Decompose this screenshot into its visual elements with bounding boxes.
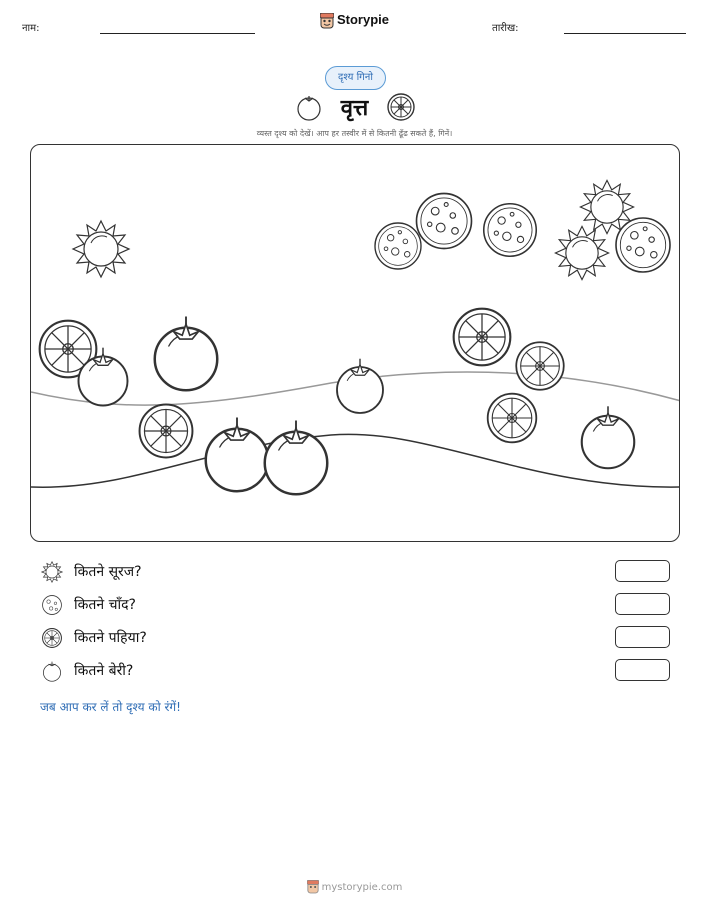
berry [582,406,635,468]
sun-icon [40,560,64,584]
answer-box-berry[interactable] [615,659,670,681]
date-label: तारीख: [492,23,519,34]
moon [417,194,472,249]
footer [0,880,709,894]
wheel [516,342,564,390]
brand-logo [0,12,709,29]
berry [206,418,269,492]
berry [337,359,383,413]
activity-badge: दृश्य गिनो [325,66,386,90]
question-row [40,593,670,617]
wheel-icon [386,92,416,122]
sun [555,226,608,279]
wheel-icon [40,626,64,650]
moon-icon [40,593,64,617]
instructions: व्यस्त दृश्य को देखें। आप हर तस्वीर में से कितनी ढूँढ सकते हैं, गिनें। [256,129,453,138]
answer-box-sun[interactable] [615,560,670,582]
answer-box-wheel[interactable] [615,626,670,648]
date-line[interactable] [564,33,686,34]
question-row [40,659,670,683]
sun [73,221,129,277]
berry [265,421,328,495]
scene-area [30,144,680,542]
footer-url[interactable]: mystorypie.com [321,882,403,893]
wheel [140,405,193,458]
storypie-mascot-icon [320,13,334,29]
answer-box-moon[interactable] [615,593,670,615]
question-text: कितने सूरज? [74,564,142,580]
moon [616,218,670,272]
coloring-note: जब आप कर लें तो दृश्य को रंगें! [40,700,181,714]
wheel [488,394,537,443]
berry [155,317,218,391]
wheel [454,309,511,366]
question-text: कितने पहिया? [74,630,147,646]
question-text: कितने चाँद? [74,597,136,613]
question-row [40,626,670,650]
name-label: नाम: [22,23,40,34]
page-title: वृत्त [340,96,369,121]
moon [375,223,421,269]
scene-illustration [31,145,680,542]
moon [484,204,537,257]
storypie-mascot-icon [307,880,319,894]
question-text: कितने बेरी? [74,663,134,679]
name-line[interactable] [100,33,255,34]
question-row [40,560,670,584]
berry-icon [40,659,64,683]
brand-name: Storypie [336,12,389,27]
